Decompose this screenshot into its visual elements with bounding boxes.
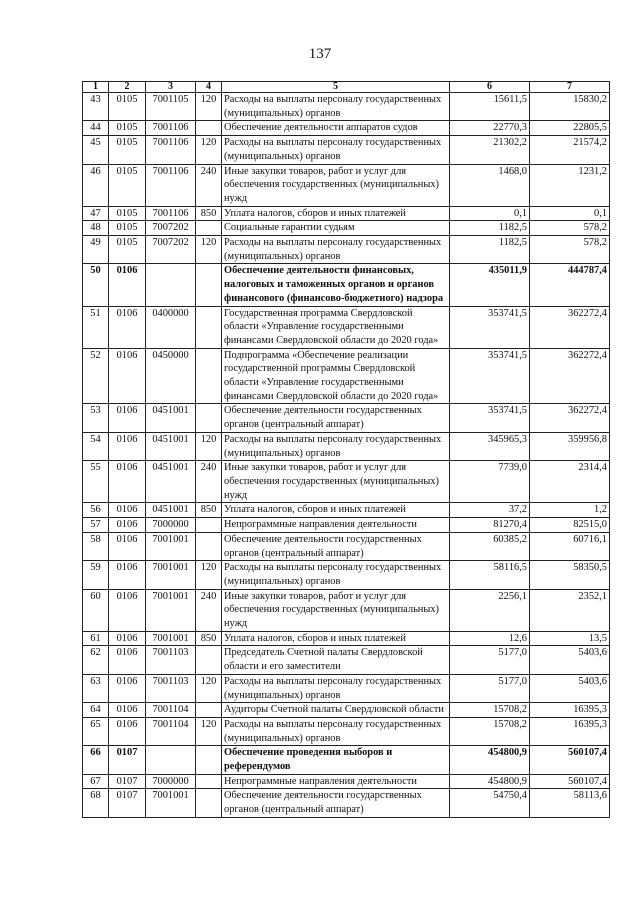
row-number: 68: [83, 789, 109, 817]
table-row: [83, 674, 610, 702]
item-name: Расходы на выплаты персоналу государственных (муниципальных) органов: [222, 674, 450, 702]
row-number: 58: [83, 532, 109, 560]
amount-col-7: 22805,5: [530, 121, 610, 136]
page-number: 137: [308, 46, 332, 62]
amount-col-7: 15830,2: [530, 93, 610, 121]
item-name: Иные закупки товаров, работ и услуг для обеспечения государственных (муниципальных) нужд: [222, 164, 450, 206]
section-code: 0105: [109, 236, 146, 264]
section-code: 0106: [109, 518, 146, 533]
section-code: 0106: [109, 589, 146, 631]
amount-col-7: 21574,2: [530, 136, 610, 164]
section-code: 0106: [109, 348, 146, 404]
expense-type-code: [196, 746, 222, 774]
amount-col-7: 58113,6: [530, 789, 610, 817]
table-row: [83, 631, 610, 646]
amount-col-7: 2352,1: [530, 589, 610, 631]
amount-col-6: 345965,3: [450, 432, 530, 460]
table-row: [83, 518, 610, 533]
item-name: Непрограммные направления деятельности: [222, 518, 450, 533]
table-row: [83, 461, 610, 503]
target-code: 0400000: [146, 306, 196, 348]
target-code: 7001001: [146, 532, 196, 560]
amount-col-6: 37,2: [450, 503, 530, 518]
table-row: [83, 264, 610, 306]
amount-col-6: 15708,2: [450, 703, 530, 718]
amount-col-7: 578,2: [530, 236, 610, 264]
target-code: 7000000: [146, 518, 196, 533]
row-number: 44: [83, 121, 109, 136]
row-number: 47: [83, 206, 109, 221]
amount-col-7: 444787,4: [530, 264, 610, 306]
amount-col-7: 578,2: [530, 221, 610, 236]
table-row: [83, 206, 610, 221]
target-code: 7001104: [146, 703, 196, 718]
row-number: 54: [83, 432, 109, 460]
section-code: 0105: [109, 206, 146, 221]
section-code: 0106: [109, 631, 146, 646]
expense-type-code: 120: [196, 561, 222, 589]
amount-col-7: 5403,6: [530, 646, 610, 674]
table-row: [83, 348, 610, 404]
amount-col-6: 353741,5: [450, 306, 530, 348]
expense-type-code: 120: [196, 136, 222, 164]
section-code: 0106: [109, 404, 146, 432]
header-col-5: 5: [222, 82, 450, 93]
section-code: 0106: [109, 306, 146, 348]
expense-type-code: [196, 306, 222, 348]
section-code: 0107: [109, 789, 146, 817]
target-code: 7001001: [146, 589, 196, 631]
item-name: Уплата налогов, сборов и иных платежей: [222, 503, 450, 518]
row-number: 59: [83, 561, 109, 589]
amount-col-7: 82515,0: [530, 518, 610, 533]
target-code: 7001001: [146, 631, 196, 646]
section-code: 0105: [109, 121, 146, 136]
table-body: [83, 93, 610, 818]
item-name: Председатель Счетной палаты Свердловской области и его заместители: [222, 646, 450, 674]
section-code: 0106: [109, 264, 146, 306]
amount-col-6: 15708,2: [450, 717, 530, 745]
expense-type-code: 120: [196, 236, 222, 264]
item-name: Расходы на выплаты персоналу государственных (муниципальных) органов: [222, 93, 450, 121]
row-number: 61: [83, 631, 109, 646]
amount-col-6: 5177,0: [450, 646, 530, 674]
item-name: Обеспечение деятельности государственных органов (центральный аппарат): [222, 404, 450, 432]
amount-col-7: 359956,8: [530, 432, 610, 460]
section-code: 0105: [109, 164, 146, 206]
expense-type-code: [196, 774, 222, 789]
row-number: 56: [83, 503, 109, 518]
row-number: 45: [83, 136, 109, 164]
amount-col-6: 22770,3: [450, 121, 530, 136]
amount-col-7: 1,2: [530, 503, 610, 518]
table-row: [83, 703, 610, 718]
table-row: [83, 164, 610, 206]
expense-type-code: 120: [196, 93, 222, 121]
item-name: Непрограммные направления деятельности: [222, 774, 450, 789]
target-code: 0451001: [146, 461, 196, 503]
amount-col-6: 1468,0: [450, 164, 530, 206]
item-name: Обеспечение проведения выборов и референдумов: [222, 746, 450, 774]
expense-type-code: 850: [196, 503, 222, 518]
expense-type-code: [196, 264, 222, 306]
row-number: 57: [83, 518, 109, 533]
target-code: 0451001: [146, 432, 196, 460]
table-header: [83, 82, 610, 93]
item-name: Социальные гарантии судьям: [222, 221, 450, 236]
amount-col-7: 362272,4: [530, 404, 610, 432]
amount-col-6: 21302,2: [450, 136, 530, 164]
table-row: [83, 136, 610, 164]
target-code: 7001103: [146, 646, 196, 674]
table-row: [83, 306, 610, 348]
expense-type-code: [196, 532, 222, 560]
amount-col-6: 454800,9: [450, 746, 530, 774]
section-code: 0107: [109, 774, 146, 789]
target-code: 7001106: [146, 164, 196, 206]
amount-col-6: 58116,5: [450, 561, 530, 589]
section-code: 0106: [109, 717, 146, 745]
amount-col-7: 2314,4: [530, 461, 610, 503]
expense-type-code: [196, 404, 222, 432]
item-name: Иные закупки товаров, работ и услуг для обеспечения государственных (муниципальных) нужд: [222, 589, 450, 631]
row-number: 50: [83, 264, 109, 306]
section-code: 0105: [109, 136, 146, 164]
table-row: [83, 93, 610, 121]
expense-type-code: 240: [196, 461, 222, 503]
target-code: 7007202: [146, 236, 196, 264]
expense-type-code: [196, 789, 222, 817]
row-number: 63: [83, 674, 109, 702]
amount-col-7: 0,1: [530, 206, 610, 221]
amount-col-6: 7739,0: [450, 461, 530, 503]
section-code: 0106: [109, 432, 146, 460]
section-code: 0106: [109, 703, 146, 718]
target-code: 7001001: [146, 789, 196, 817]
item-name: Обеспечение деятельности финансовых, налоговых и таможенных органов и органов финансового (финансово-бюджетного) надзора: [222, 264, 450, 306]
section-code: 0106: [109, 561, 146, 589]
expense-type-code: 120: [196, 717, 222, 745]
table-row: [83, 404, 610, 432]
header-col-4: 4: [196, 82, 222, 93]
table-row: [83, 717, 610, 745]
item-name: Расходы на выплаты персоналу государственных (муниципальных) органов: [222, 136, 450, 164]
row-number: 62: [83, 646, 109, 674]
amount-col-7: 1231,2: [530, 164, 610, 206]
table-row: [83, 432, 610, 460]
table-row: [83, 774, 610, 789]
amount-col-7: 16395,3: [530, 703, 610, 718]
target-code: 7001001: [146, 561, 196, 589]
item-name: Обеспечение деятельности государственных органов (центральный аппарат): [222, 532, 450, 560]
row-number: 60: [83, 589, 109, 631]
target-code: 7001105: [146, 93, 196, 121]
amount-col-6: 12,6: [450, 631, 530, 646]
amount-col-7: 13,5: [530, 631, 610, 646]
table-row: [83, 221, 610, 236]
section-code: 0106: [109, 503, 146, 518]
amount-col-6: 353741,5: [450, 404, 530, 432]
amount-col-6: 353741,5: [450, 348, 530, 404]
item-name: Государственная программа Свердловской области «Управление государственными финансами Свердловской области до 2020 года»: [222, 306, 450, 348]
expense-type-code: 120: [196, 674, 222, 702]
section-code: 0106: [109, 646, 146, 674]
expense-type-code: 850: [196, 206, 222, 221]
item-name: Расходы на выплаты персоналу государственных (муниципальных) органов: [222, 561, 450, 589]
table-row: [83, 561, 610, 589]
expense-type-code: 850: [196, 631, 222, 646]
amount-col-6: 1182,5: [450, 221, 530, 236]
item-name: Обеспечение деятельности государственных органов (центральный аппарат): [222, 789, 450, 817]
amount-col-7: 362272,4: [530, 348, 610, 404]
target-code: 0451001: [146, 503, 196, 518]
section-code: 0105: [109, 93, 146, 121]
target-code: 7001106: [146, 121, 196, 136]
amount-col-7: 16395,3: [530, 717, 610, 745]
section-code: 0106: [109, 674, 146, 702]
header-col-7: 7: [530, 82, 610, 93]
amount-col-6: 1182,5: [450, 236, 530, 264]
amount-col-6: 435011,9: [450, 264, 530, 306]
amount-col-7: 560107,4: [530, 774, 610, 789]
row-number: 46: [83, 164, 109, 206]
item-name: Расходы на выплаты персоналу государственных (муниципальных) органов: [222, 236, 450, 264]
section-code: 0105: [109, 221, 146, 236]
table-row: [83, 746, 610, 774]
row-number: 67: [83, 774, 109, 789]
item-name: Расходы на выплаты персоналу государственных (муниципальных) органов: [222, 432, 450, 460]
header-col-6: 6: [450, 82, 530, 93]
target-code: [146, 746, 196, 774]
expense-type-code: [196, 121, 222, 136]
item-name: Уплата налогов, сборов и иных платежей: [222, 631, 450, 646]
row-number: 66: [83, 746, 109, 774]
item-name: Иные закупки товаров, работ и услуг для обеспечения государственных (муниципальных) нужд: [222, 461, 450, 503]
row-number: 55: [83, 461, 109, 503]
target-code: [146, 264, 196, 306]
amount-col-6: 0,1: [450, 206, 530, 221]
amount-col-7: 5403,6: [530, 674, 610, 702]
row-number: 51: [83, 306, 109, 348]
section-code: 0106: [109, 532, 146, 560]
item-name: Обеспечение деятельности аппаратов судов: [222, 121, 450, 136]
row-number: 65: [83, 717, 109, 745]
expense-type-code: [196, 703, 222, 718]
section-code: 0107: [109, 746, 146, 774]
header-col-2: 2: [109, 82, 146, 93]
expense-type-code: 240: [196, 164, 222, 206]
target-code: 0450000: [146, 348, 196, 404]
amount-col-6: 15611,5: [450, 93, 530, 121]
header-row: [83, 82, 610, 93]
amount-col-6: 60385,2: [450, 532, 530, 560]
expense-type-code: [196, 348, 222, 404]
target-code: 7001106: [146, 206, 196, 221]
table-row: [83, 789, 610, 817]
target-code: 7001106: [146, 136, 196, 164]
budget-table: [82, 81, 610, 818]
section-code: 0106: [109, 461, 146, 503]
amount-col-7: 58350,5: [530, 561, 610, 589]
expense-type-code: [196, 221, 222, 236]
item-name: Подпрограмма «Обеспечение реализации государственной программы Свердловской области «Управление государственными финансами Свердловской области до 2020 года»: [222, 348, 450, 404]
target-code: 7007202: [146, 221, 196, 236]
amount-col-7: 60716,1: [530, 532, 610, 560]
table-row: [83, 532, 610, 560]
target-code: 7001104: [146, 717, 196, 745]
row-number: 52: [83, 348, 109, 404]
item-name: Уплата налогов, сборов и иных платежей: [222, 206, 450, 221]
table-row: [83, 121, 610, 136]
expense-type-code: [196, 518, 222, 533]
row-number: 48: [83, 221, 109, 236]
amount-col-6: 454800,9: [450, 774, 530, 789]
table-row: [83, 589, 610, 631]
expense-type-code: 240: [196, 589, 222, 631]
target-code: 0451001: [146, 404, 196, 432]
target-code: 7001103: [146, 674, 196, 702]
amount-col-6: 5177,0: [450, 674, 530, 702]
table-row: [83, 236, 610, 264]
header-col-3: 3: [146, 82, 196, 93]
row-number: 53: [83, 404, 109, 432]
amount-col-6: 81270,4: [450, 518, 530, 533]
table-row: [83, 646, 610, 674]
item-name: Расходы на выплаты персоналу государственных (муниципальных) органов: [222, 717, 450, 745]
table-row: [83, 503, 610, 518]
amount-col-6: 2256,1: [450, 589, 530, 631]
item-name: Аудиторы Счетной палаты Свердловской области: [222, 703, 450, 718]
expense-type-code: [196, 646, 222, 674]
expense-type-code: 120: [196, 432, 222, 460]
row-number: 64: [83, 703, 109, 718]
row-number: 49: [83, 236, 109, 264]
target-code: 7000000: [146, 774, 196, 789]
amount-col-6: 54750,4: [450, 789, 530, 817]
row-number: 43: [83, 93, 109, 121]
amount-col-7: 560107,4: [530, 746, 610, 774]
header-col-1: 1: [83, 82, 109, 93]
amount-col-7: 362272,4: [530, 306, 610, 348]
